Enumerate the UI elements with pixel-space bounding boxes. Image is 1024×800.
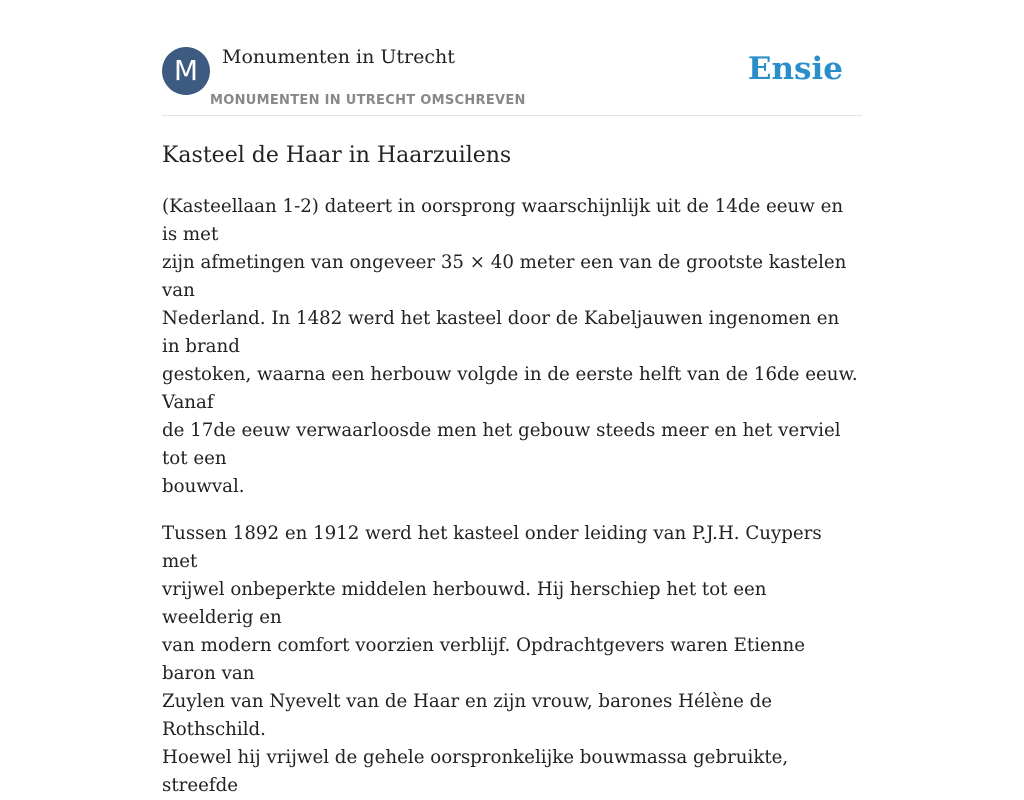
site-title-link[interactable]: Monumenten in Utrecht — [222, 46, 455, 68]
site-subtitle: MONUMENTEN IN UTRECHT OMSCHREVEN — [210, 93, 526, 108]
article-paragraph: (Kasteellaan 1-2) dateert in oorsprong waarschijnlijk uit de 14de eeuw en is met zijn afmetingen van ongeveer 35 × 40 meter een van de grootste kastelen van Nederland. In 1482 werd het kasteel door de Kabeljauwen ingenomen en in brand gestoken, waarna een herbouw volgde in de eerste helft van de 16de eeuw. Vanaf de 17de eeuw verwaarloosde men het gebouw steeds meer en het verviel tot een bouwval. — [162, 196, 858, 497]
page-container — [162, 0, 862, 800]
avatar[interactable]: M — [162, 47, 210, 95]
article-paragraph: Tussen 1892 en 1912 werd het kasteel onder leiding van P.J.H. Cuypers met vrijwel onbeperkte middelen herbouwd. Hij herschiep het tot een weelderig en van modern comfort voorzien verblijf. Opdrachtgevers waren Etienne baron van Zuylen van Nyevelt van de Haar en zijn vrouw, barones Hélène de Rothschild. Hoewel hij vrijwel de gehele oorspronkelijke bouwmassa gebruikte, streefde — [162, 523, 822, 796]
article-title: Kasteel de Haar in Haarzuilens — [162, 143, 512, 168]
brand-logo-link[interactable]: Ensie — [747, 51, 843, 87]
article — [162, 142, 862, 800]
site-header — [162, 0, 862, 116]
